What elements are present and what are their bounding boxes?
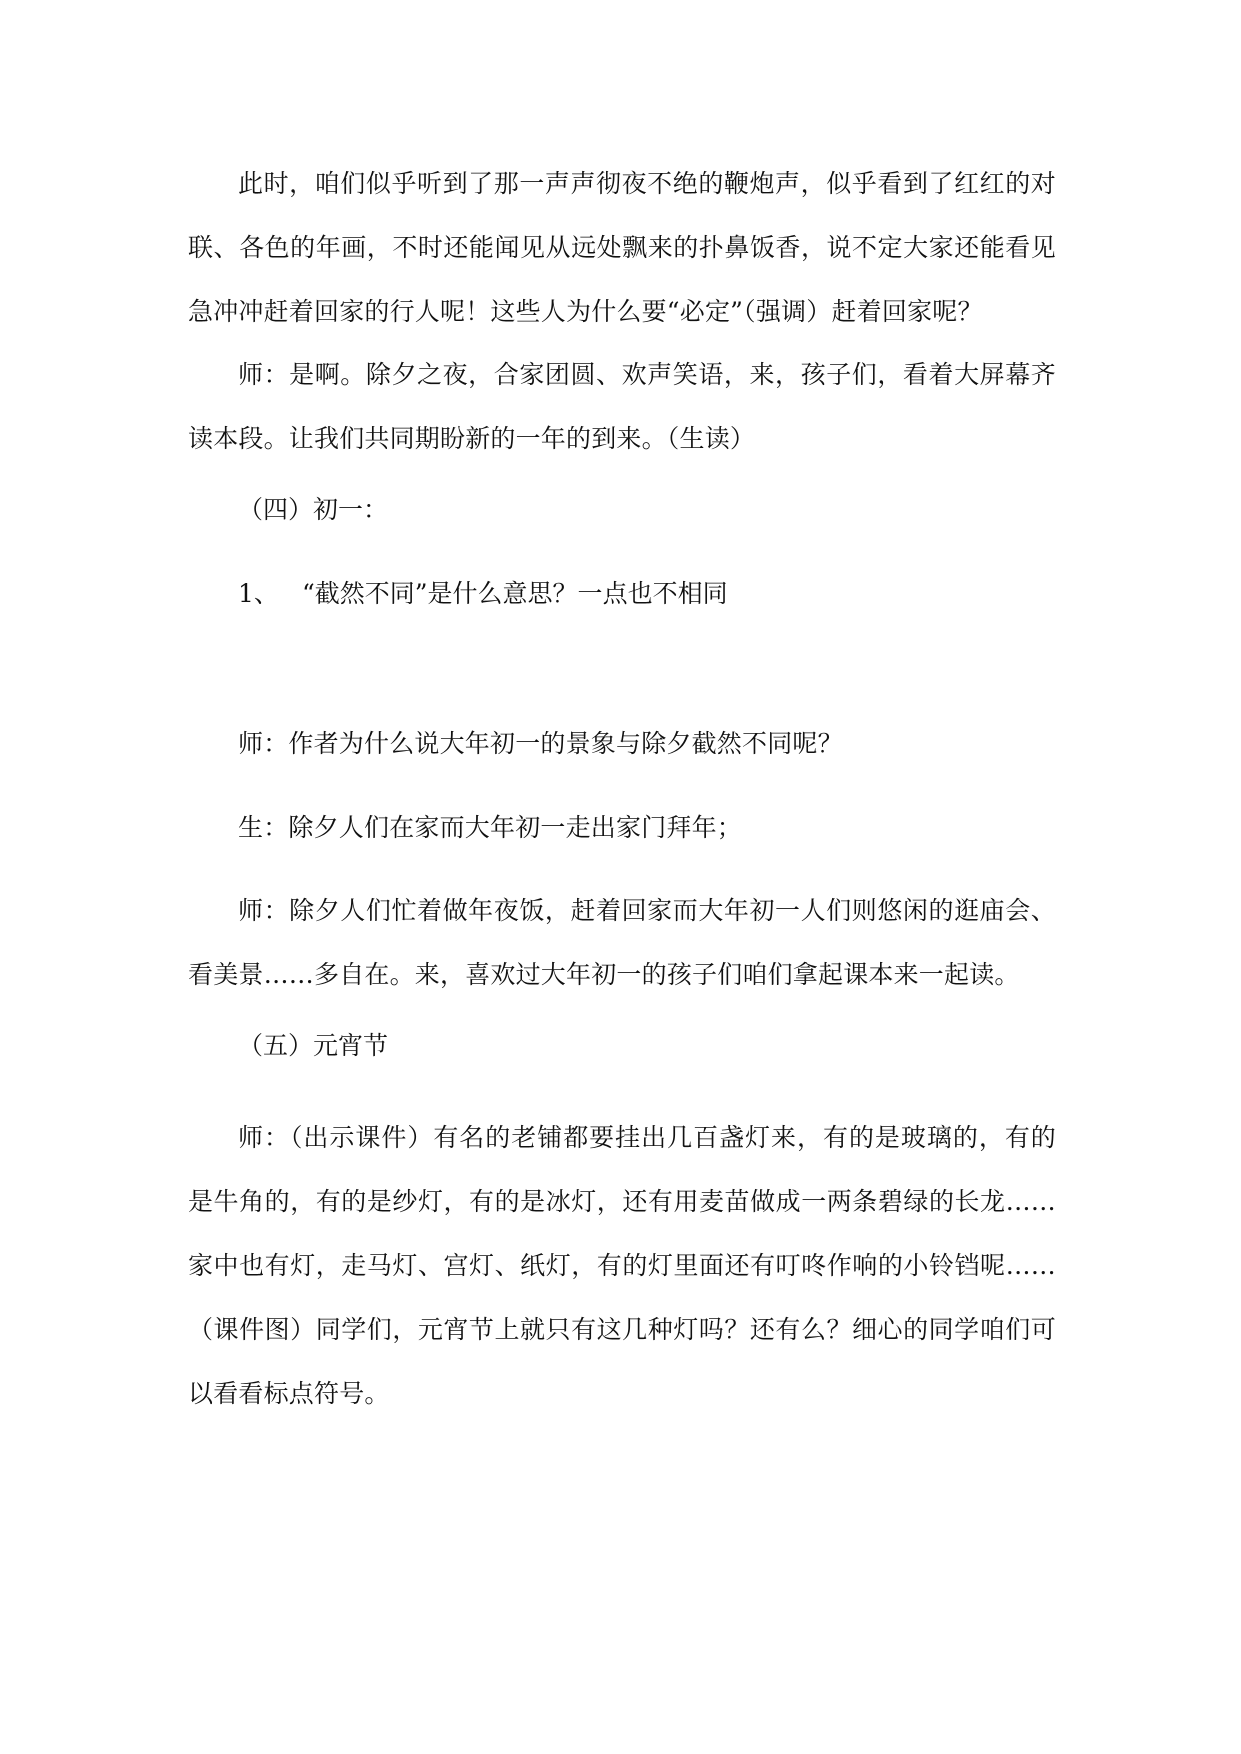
paragraph-teacher-reunion: 师：是啊。除夕之夜，合家团圆、欢声笑语，来，孩子们，看着大屏幕齐读本段。让我们共同期盼新的一年的到来。（生读）: [188, 360, 1056, 453]
list-item-text: “截然不同”是什么意思？一点也不相同: [302, 579, 728, 608]
list-item-number: 1、: [238, 579, 279, 608]
paragraph-teacher-lanterns: 师：（出示课件）有名的老铺都要挂出几百盏灯来，有的是玻璃的，有的是牛角的，有的是纱灯，有的是冰灯，还有用麦苗做成一两条碧绿的长龙……家中也有灯，走马灯、宫灯、纸灯，有的灯里面还有叮咚作响的小铃铛呢……（课件图）同学们，元宵节上就只有这几种灯吗？还有么？细心的同学咱们可以看看标点符号。: [188, 1123, 1056, 1408]
paragraph-student-answer: 生：除夕人们在家而大年初一走出家门拜年；: [238, 813, 743, 842]
paragraph-eve-description: 此时，咱们似乎听到了那一声声彻夜不绝的鞭炮声，似乎看到了红红的对联、各色的年画，不时还能闻见从远处飘来的扑鼻饭香，说不定大家还能看见急冲冲赶着回家的行人呢！这些人为什么要“必定”（强调）赶着回家呢？: [188, 169, 1056, 326]
list-item-1: [238, 562, 728, 626]
section-heading-lantern-festival: （五）元宵节: [238, 1031, 389, 1060]
paragraph-teacher-question: 师：作者为什么说大年初一的景象与除夕截然不同呢？: [238, 729, 843, 758]
section-heading-new-year-day: （四）初一：: [238, 495, 389, 524]
paragraph-teacher-new-year: 师：除夕人们忙着做年夜饭，赶着回家而大年初一人们则悠闲的逛庙会、看美景……多自在。来，喜欢过大年初一的孩子们咱们拿起课本来一起读。: [188, 896, 1056, 989]
